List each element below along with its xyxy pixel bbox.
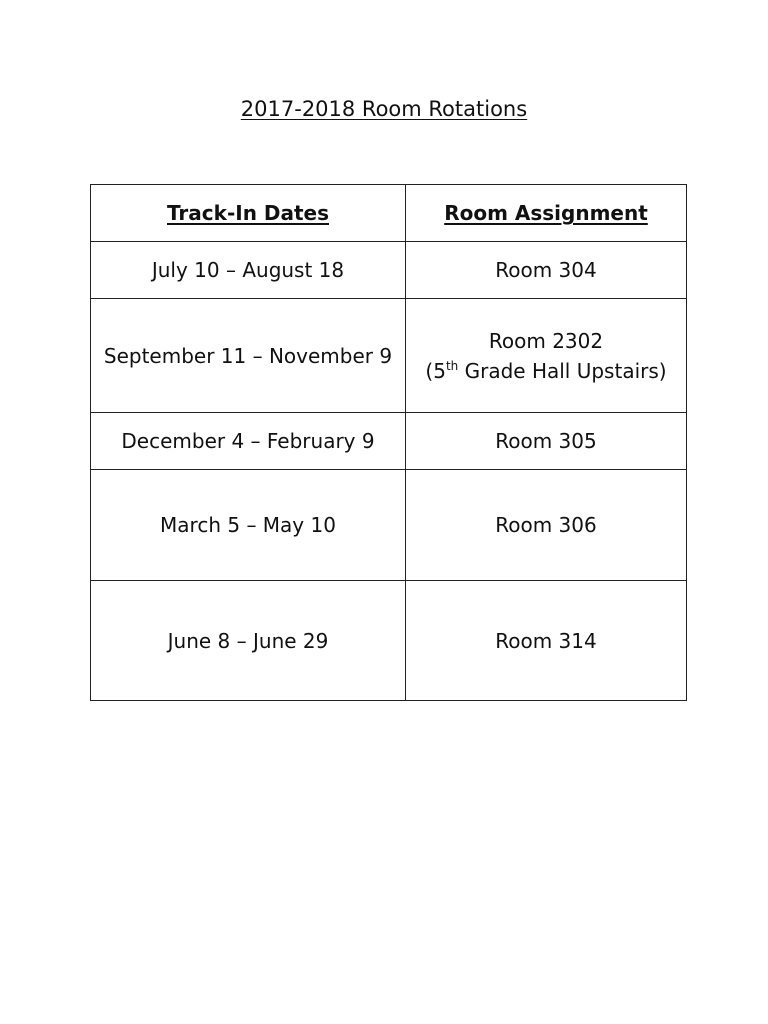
track-in-dates-cell: June 8 – June 29 (91, 581, 406, 701)
header-track-in-dates (91, 185, 406, 242)
table-row (91, 413, 687, 470)
track-in-dates-cell: September 11 – November 9 (91, 299, 406, 413)
room-assignment-cell: Room 304 (406, 242, 687, 299)
table-row (91, 470, 687, 581)
table-row (91, 581, 687, 701)
document-title (0, 94, 768, 124)
track-in-dates-cell: March 5 – May 10 (91, 470, 406, 581)
table-header-row (91, 185, 687, 242)
header-room-assignment-text: Room Assignment (444, 201, 648, 225)
header-room-assignment (406, 185, 687, 242)
track-in-dates-cell: July 10 – August 18 (91, 242, 406, 299)
track-in-dates-cell: December 4 – February 9 (91, 413, 406, 470)
header-track-in-dates-text: Track-In Dates (166, 201, 330, 225)
document-title-text: 2017-2018 Room Rotations (240, 97, 528, 121)
room-assignment-cell: Room 314 (406, 581, 687, 701)
room-assignment-cell: Room 306 (406, 470, 687, 581)
room-location-note (408, 356, 684, 386)
room-assignment-text: Room 2302 (488, 328, 604, 353)
room-assignment-cell (406, 299, 687, 413)
table-row (91, 242, 687, 299)
room-note-prefix: (5 (425, 358, 446, 383)
room-note-ordinal: th (445, 358, 459, 373)
room-assignment-cell: Room 305 (406, 413, 687, 470)
room-note-suffix: Grade Hall Upstairs) (458, 358, 667, 383)
room-rotation-table (90, 184, 687, 701)
table-row (91, 299, 687, 413)
